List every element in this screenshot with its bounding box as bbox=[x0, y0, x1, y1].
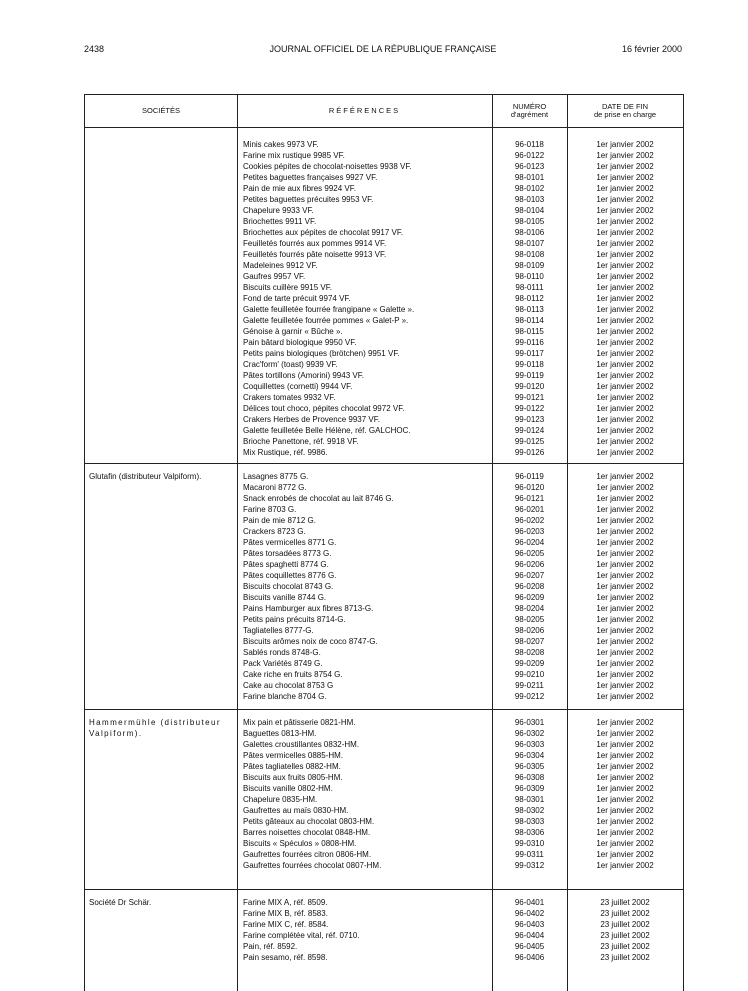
numero-cell: 99-0117 bbox=[515, 349, 544, 358]
numero-cell: 98-0112 bbox=[515, 294, 544, 303]
table-row bbox=[85, 669, 683, 680]
reference-cell: Pâtes spaghetti 8774 G. bbox=[243, 560, 329, 569]
table-row bbox=[85, 636, 683, 647]
date-fin-cell: 23 juillet 2002 bbox=[600, 931, 650, 940]
date-fin-cell: 1er janvier 2002 bbox=[596, 681, 654, 690]
table-row bbox=[85, 570, 683, 581]
date-fin-cell: 23 juillet 2002 bbox=[600, 942, 650, 951]
reference-cell: Chapelure 0835-HM. bbox=[243, 795, 318, 804]
date-fin-cell: 1er janvier 2002 bbox=[596, 140, 654, 149]
reference-cell: Farine mix rustique 9985 VF. bbox=[243, 151, 345, 160]
table-row bbox=[85, 750, 683, 761]
numero-cell: 98-0204 bbox=[514, 604, 545, 613]
reference-cell: Pain sesamo, réf. 8598. bbox=[243, 953, 328, 962]
table-row bbox=[85, 238, 683, 249]
numero-cell: 98-0303 bbox=[514, 817, 545, 826]
date-fin-cell: 1er janvier 2002 bbox=[596, 371, 654, 380]
reference-cell: Génoise à garnir « Bûche ». bbox=[243, 327, 343, 336]
table-row bbox=[85, 436, 683, 447]
date-fin-cell: 1er janvier 2002 bbox=[596, 305, 654, 314]
numero-cell: 98-0106 bbox=[514, 228, 545, 237]
company-name: Société Dr Schär. bbox=[89, 898, 152, 907]
reference-cell: Crac'form' (toast) 9939 VF. bbox=[243, 360, 338, 369]
numero-cell: 98-0205 bbox=[514, 615, 545, 624]
numero-cell: 98-0113 bbox=[515, 305, 544, 314]
numero-cell: 99-0119 bbox=[515, 371, 544, 380]
reference-cell: Pâtes torsadées 8773 G. bbox=[243, 549, 332, 558]
date-fin-cell: 1er janvier 2002 bbox=[596, 839, 654, 848]
reference-cell: Crakers Herbes de Provence 9937 VF. bbox=[243, 415, 380, 424]
reference-cell: Cake riche en fruits 8754 G. bbox=[243, 670, 343, 679]
numero-cell: 96-0406 bbox=[514, 953, 545, 962]
reference-cell: Petits gâteaux au chocolat 0803-HM. bbox=[243, 817, 375, 826]
table-row bbox=[85, 930, 683, 941]
date-fin-cell: 1er janvier 2002 bbox=[596, 751, 654, 760]
reference-cell: Fond de tarte précuit 9974 VF. bbox=[243, 294, 351, 303]
table-row bbox=[85, 216, 683, 227]
numero-cell: 98-0302 bbox=[514, 806, 545, 815]
numero-cell: 98-0101 bbox=[514, 173, 545, 182]
numero-cell: 98-0104 bbox=[514, 206, 545, 215]
reference-cell: Farine MIX A, réf. 8509. bbox=[243, 898, 328, 907]
numero-cell: 96-0201 bbox=[514, 505, 545, 514]
numero-cell: 96-0309 bbox=[514, 784, 545, 793]
date-fin-cell: 1er janvier 2002 bbox=[596, 393, 654, 402]
reference-cell: Pâtes vermicelles 8771 G. bbox=[243, 538, 337, 547]
reference-cell: Pains Hamburger aux fibres 8713-G. bbox=[243, 604, 374, 613]
date-fin-cell: 1er janvier 2002 bbox=[596, 505, 654, 514]
reference-cell: Farine MIX B, réf. 8583. bbox=[243, 909, 328, 918]
numero-cell: 99-0118 bbox=[515, 360, 544, 369]
table-row bbox=[85, 625, 683, 636]
reference-cell: Petites baguettes précuites 9953 VF. bbox=[243, 195, 374, 204]
numero-cell: 96-0123 bbox=[514, 162, 545, 171]
date-fin-cell: 1er janvier 2002 bbox=[596, 283, 654, 292]
reference-cell: Farine MIX C, réf. 8584. bbox=[243, 920, 329, 929]
date-fin-cell: 1er janvier 2002 bbox=[596, 195, 654, 204]
date-fin-cell: 1er janvier 2002 bbox=[596, 360, 654, 369]
table-row bbox=[85, 603, 683, 614]
date-fin-cell: 1er janvier 2002 bbox=[596, 217, 654, 226]
numero-cell: 99-0123 bbox=[514, 415, 545, 424]
table-row bbox=[85, 908, 683, 919]
date-fin-cell: 1er janvier 2002 bbox=[596, 426, 654, 435]
table-row bbox=[85, 897, 683, 908]
section-separator bbox=[85, 709, 683, 710]
date-fin-cell: 1er janvier 2002 bbox=[596, 817, 654, 826]
date-fin-cell: 1er janvier 2002 bbox=[596, 773, 654, 782]
journal-title: JOURNAL OFFICIEL DE LA RÉPUBLIQUE FRANÇAISE bbox=[269, 44, 497, 54]
reference-cell: Gaufrettes fourrées citron 0806-HM. bbox=[243, 850, 372, 859]
table-row bbox=[85, 425, 683, 436]
table-row bbox=[85, 359, 683, 370]
table-row bbox=[85, 548, 683, 559]
reference-cell: Mix Rustique, réf. 9986. bbox=[243, 448, 328, 457]
table-row bbox=[85, 271, 683, 282]
reference-cell: Biscuits chocolat 8743 G. bbox=[243, 582, 334, 591]
date-fin-cell: 1er janvier 2002 bbox=[596, 415, 654, 424]
numero-cell: 98-0206 bbox=[514, 626, 545, 635]
reference-cell: Petites baguettes françaises 9927 VF. bbox=[243, 173, 378, 182]
company-name: Hammermühle (distributeur Valpiform). bbox=[89, 718, 221, 738]
numero-cell: 98-0103 bbox=[514, 195, 545, 204]
numero-cell: 98-0207 bbox=[514, 637, 545, 646]
reference-cell: Pain bâtard biologique 9950 VF. bbox=[243, 338, 357, 347]
numero-cell: 96-0401 bbox=[514, 898, 545, 907]
numero-cell: 96-0208 bbox=[514, 582, 545, 591]
date-fin-cell: 1er janvier 2002 bbox=[596, 549, 654, 558]
date-fin-cell: 23 juillet 2002 bbox=[600, 920, 650, 929]
table-row bbox=[85, 471, 683, 482]
date-fin-cell: 1er janvier 2002 bbox=[596, 250, 654, 259]
date-fin-cell: 1er janvier 2002 bbox=[596, 527, 654, 536]
issue-date: 16 février 2000 bbox=[621, 44, 682, 54]
section-separator bbox=[85, 889, 683, 890]
date-fin-cell: 1er janvier 2002 bbox=[596, 404, 654, 413]
table-row bbox=[85, 827, 683, 838]
numero-cell: 98-0107 bbox=[514, 239, 545, 248]
table-row bbox=[85, 739, 683, 750]
date-fin-cell: 1er janvier 2002 bbox=[596, 637, 654, 646]
date-fin-cell: 1er janvier 2002 bbox=[596, 316, 654, 325]
reference-cell: Pain, réf. 8592. bbox=[243, 942, 298, 951]
reference-cell: Galettes croustillantes 0832-HM. bbox=[243, 740, 360, 749]
date-fin-cell: 1er janvier 2002 bbox=[596, 206, 654, 215]
numero-cell: 98-0306 bbox=[514, 828, 545, 837]
table-row bbox=[85, 526, 683, 537]
agrement-table bbox=[84, 94, 684, 991]
date-fin-cell: 1er janvier 2002 bbox=[596, 538, 654, 547]
column-header-numero: NUMÉRO d'agrément bbox=[510, 102, 549, 119]
date-fin-cell: 1er janvier 2002 bbox=[596, 272, 654, 281]
numero-cell: 99-0124 bbox=[514, 426, 545, 435]
reference-cell: Feuilletés fourrés pâte noisette 9913 VF. bbox=[243, 250, 387, 259]
numero-cell: 99-0122 bbox=[514, 404, 545, 413]
numero-cell: 96-0402 bbox=[514, 909, 545, 918]
table-row bbox=[85, 370, 683, 381]
table-row bbox=[85, 614, 683, 625]
section-separator bbox=[85, 463, 683, 464]
numero-cell: 96-0303 bbox=[514, 740, 545, 749]
table-row bbox=[85, 205, 683, 216]
numero-cell: 99-0212 bbox=[514, 692, 545, 701]
reference-cell: Cookies pépites de chocolat-noisettes 9938 VF. bbox=[243, 162, 412, 171]
reference-cell: Petits pains précuits 8714-G. bbox=[243, 615, 346, 624]
date-fin-cell: 1er janvier 2002 bbox=[596, 261, 654, 270]
date-fin-cell: 1er janvier 2002 bbox=[596, 582, 654, 591]
numero-cell: 98-0301 bbox=[514, 795, 545, 804]
reference-cell: Biscuits vanille 0802-HM. bbox=[243, 784, 333, 793]
table-row bbox=[85, 919, 683, 930]
reference-cell: Biscuits arômes noix de coco 8747-G. bbox=[243, 637, 378, 646]
reference-cell: Galette feuilletée Belle Hélène, réf. GALCHOC. bbox=[243, 426, 411, 435]
date-fin-cell: 1er janvier 2002 bbox=[596, 762, 654, 771]
reference-cell: Gaufrettes fourrées chocolat 0807-HM. bbox=[243, 861, 382, 870]
column-header-societes: SOCIÉTÉS bbox=[142, 106, 180, 115]
table-row bbox=[85, 783, 683, 794]
table-row bbox=[85, 482, 683, 493]
date-fin-cell: 1er janvier 2002 bbox=[596, 615, 654, 624]
numero-cell: 98-0208 bbox=[514, 648, 545, 657]
date-fin-cell: 1er janvier 2002 bbox=[596, 560, 654, 569]
table-row bbox=[85, 227, 683, 238]
numero-cell: 98-0109 bbox=[514, 261, 545, 270]
numero-cell: 96-0304 bbox=[514, 751, 545, 760]
date-fin-cell: 1er janvier 2002 bbox=[596, 648, 654, 657]
reference-cell: Baguettes 0813-HM. bbox=[243, 729, 317, 738]
table-row bbox=[85, 183, 683, 194]
numero-cell: 96-0121 bbox=[514, 494, 545, 503]
table-row bbox=[85, 941, 683, 952]
date-fin-cell: 23 juillet 2002 bbox=[600, 909, 650, 918]
table-row bbox=[85, 805, 683, 816]
numero-cell: 98-0114 bbox=[515, 316, 544, 325]
table-row bbox=[85, 717, 683, 728]
date-fin-cell: 1er janvier 2002 bbox=[596, 593, 654, 602]
reference-cell: Pain de mie 8712 G. bbox=[243, 516, 316, 525]
reference-cell: Gaufrettes au maïs 0830-HM. bbox=[243, 806, 349, 815]
date-fin-cell: 1er janvier 2002 bbox=[596, 162, 654, 171]
table-row bbox=[85, 581, 683, 592]
table-row bbox=[85, 249, 683, 260]
reference-cell: Briochettes 9911 VF. bbox=[243, 217, 317, 226]
numero-cell: 99-0116 bbox=[515, 338, 544, 347]
date-fin-cell: 1er janvier 2002 bbox=[596, 437, 654, 446]
reference-cell: Délices tout choco, pépites chocolat 9972 VF. bbox=[243, 404, 405, 413]
numero-cell: 99-0311 bbox=[515, 850, 544, 859]
reference-cell: Tagliatelles 8777-G. bbox=[243, 626, 314, 635]
reference-cell: Biscuits « Spéculos » 0808-HM. bbox=[243, 839, 357, 848]
date-fin-cell: 1er janvier 2002 bbox=[596, 806, 654, 815]
reference-cell: Crakers tomates 9932 VF. bbox=[243, 393, 336, 402]
reference-cell: Madeleines 9912 VF. bbox=[243, 261, 318, 270]
table-row bbox=[85, 658, 683, 669]
table-row bbox=[85, 559, 683, 570]
numero-cell: 96-0207 bbox=[514, 571, 545, 580]
column-header-date-fin: DATE DE FIN de prise en charge bbox=[593, 102, 657, 119]
numero-cell: 96-0204 bbox=[514, 538, 545, 547]
numero-cell: 98-0105 bbox=[514, 217, 545, 226]
numero-cell: 96-0202 bbox=[514, 516, 545, 525]
table-row bbox=[85, 537, 683, 548]
numero-cell: 96-0118 bbox=[515, 140, 544, 149]
reference-cell: Biscuits aux fruits 0805-HM. bbox=[243, 773, 343, 782]
page-number: 2438 bbox=[84, 44, 105, 54]
reference-cell: Pâtes coquillettes 8776 G. bbox=[243, 571, 337, 580]
date-fin-cell: 1er janvier 2002 bbox=[596, 861, 654, 870]
date-fin-cell: 1er janvier 2002 bbox=[596, 784, 654, 793]
reference-cell: Minis cakes 9973 VF. bbox=[243, 140, 319, 149]
table-row bbox=[85, 816, 683, 827]
numero-cell: 98-0108 bbox=[514, 250, 545, 259]
reference-cell: Feuilletés fourrés aux pommes 9914 VF. bbox=[243, 239, 387, 248]
numero-cell: 96-0122 bbox=[514, 151, 545, 160]
table-row bbox=[85, 794, 683, 805]
table-row bbox=[85, 348, 683, 359]
table-row bbox=[85, 150, 683, 161]
table-row bbox=[85, 260, 683, 271]
date-fin-cell: 1er janvier 2002 bbox=[596, 604, 654, 613]
date-fin-cell: 1er janvier 2002 bbox=[596, 571, 654, 580]
reference-cell: Brioche Panettone, réf. 9918 VF. bbox=[243, 437, 359, 446]
reference-cell: Galette feuilletée fourrée pommes « Galet-P ». bbox=[243, 316, 409, 325]
numero-cell: 98-0115 bbox=[515, 327, 544, 336]
reference-cell: Pack Variétés 8749 G. bbox=[243, 659, 323, 668]
date-fin-cell: 1er janvier 2002 bbox=[596, 494, 654, 503]
reference-cell: Pâtes tortillons (Amorini) 9943 VF. bbox=[243, 371, 364, 380]
date-fin-cell: 1er janvier 2002 bbox=[596, 795, 654, 804]
reference-cell: Biscuits vanille 8744 G. bbox=[243, 593, 327, 602]
table-row bbox=[85, 680, 683, 691]
numero-cell: 96-0119 bbox=[515, 472, 544, 481]
table-row bbox=[85, 849, 683, 860]
date-fin-cell: 1er janvier 2002 bbox=[596, 828, 654, 837]
numero-cell: 99-0211 bbox=[515, 681, 544, 690]
table-row bbox=[85, 838, 683, 849]
numero-cell: 96-0403 bbox=[514, 920, 545, 929]
numero-cell: 98-0110 bbox=[515, 272, 544, 281]
date-fin-cell: 1er janvier 2002 bbox=[596, 718, 654, 727]
reference-cell: Barres noisettes chocolat 0848-HM. bbox=[243, 828, 371, 837]
date-fin-cell: 1er janvier 2002 bbox=[596, 670, 654, 679]
date-fin-cell: 1er janvier 2002 bbox=[596, 239, 654, 248]
date-fin-cell: 23 juillet 2002 bbox=[600, 953, 650, 962]
date-fin-cell: 1er janvier 2002 bbox=[596, 151, 654, 160]
numero-cell: 96-0302 bbox=[514, 729, 545, 738]
date-fin-cell: 1er janvier 2002 bbox=[596, 294, 654, 303]
table-row bbox=[85, 282, 683, 293]
reference-cell: Lasagnes 8775 G. bbox=[243, 472, 309, 481]
numero-cell: 98-0102 bbox=[514, 184, 545, 193]
table-row bbox=[85, 326, 683, 337]
table-row bbox=[85, 691, 683, 702]
date-fin-cell: 1er janvier 2002 bbox=[596, 327, 654, 336]
table-row bbox=[85, 952, 683, 963]
reference-cell: Gaufres 9957 VF. bbox=[243, 272, 306, 281]
reference-cell: Cake au chocolat 8753 G bbox=[243, 681, 334, 690]
date-fin-cell: 1er janvier 2002 bbox=[596, 729, 654, 738]
reference-cell: Biscuits cuillère 9915 VF. bbox=[243, 283, 332, 292]
numero-cell: 99-0310 bbox=[514, 839, 545, 848]
table-row bbox=[85, 504, 683, 515]
table-row bbox=[85, 860, 683, 871]
table-row bbox=[85, 447, 683, 458]
numero-cell: 99-0120 bbox=[514, 382, 545, 391]
table-row bbox=[85, 761, 683, 772]
table-row bbox=[85, 381, 683, 392]
numero-cell: 96-0205 bbox=[514, 549, 545, 558]
reference-cell: Macaroni 8772 G. bbox=[243, 483, 307, 492]
table-row bbox=[85, 493, 683, 504]
table-row bbox=[85, 403, 683, 414]
date-fin-cell: 1er janvier 2002 bbox=[596, 472, 654, 481]
numero-cell: 96-0308 bbox=[514, 773, 545, 782]
reference-cell: Pain de mie aux fibres 9924 VF. bbox=[243, 184, 356, 193]
numero-cell: 96-0206 bbox=[514, 560, 545, 569]
table-row bbox=[85, 293, 683, 304]
numero-cell: 96-0404 bbox=[514, 931, 545, 940]
reference-cell: Snack enrobés de chocolat au lait 8746 G. bbox=[243, 494, 394, 503]
table-row bbox=[85, 139, 683, 150]
numero-cell: 99-0126 bbox=[514, 448, 545, 457]
date-fin-cell: 1er janvier 2002 bbox=[596, 692, 654, 701]
numero-cell: 99-0125 bbox=[514, 437, 545, 446]
date-fin-cell: 1er janvier 2002 bbox=[596, 184, 654, 193]
date-fin-cell: 1er janvier 2002 bbox=[596, 626, 654, 635]
table-row bbox=[85, 515, 683, 526]
reference-cell: Farine 8703 G. bbox=[243, 505, 297, 514]
date-fin-cell: 1er janvier 2002 bbox=[596, 516, 654, 525]
reference-cell: Mix pain et pâtisserie 0821-HM. bbox=[243, 718, 356, 727]
date-fin-cell: 1er janvier 2002 bbox=[596, 740, 654, 749]
table-row bbox=[85, 304, 683, 315]
reference-cell: Farine complétée vital, réf. 0710. bbox=[243, 931, 360, 940]
table-row bbox=[85, 414, 683, 425]
numero-cell: 98-0111 bbox=[515, 283, 544, 292]
numero-cell: 96-0209 bbox=[514, 593, 545, 602]
numero-cell: 99-0209 bbox=[514, 659, 545, 668]
numero-cell: 96-0405 bbox=[514, 942, 545, 951]
numero-cell: 96-0305 bbox=[514, 762, 545, 771]
table-row bbox=[85, 337, 683, 348]
table-row bbox=[85, 647, 683, 658]
reference-cell: Pâtes vermicelles 0885-HM. bbox=[243, 751, 344, 760]
reference-cell: Chapelure 9933 VF. bbox=[243, 206, 314, 215]
reference-cell: Pâtes tagliatelles 0882-HM. bbox=[243, 762, 341, 771]
reference-cell: Farine blanche 8704 G. bbox=[243, 692, 327, 701]
column-header-references: RÉFÉRENCES bbox=[328, 106, 401, 115]
date-fin-cell: 1er janvier 2002 bbox=[596, 173, 654, 182]
table-row bbox=[85, 194, 683, 205]
table-row bbox=[85, 315, 683, 326]
numero-cell: 99-0312 bbox=[514, 861, 545, 870]
reference-cell: Crackers 8723 G. bbox=[243, 527, 306, 536]
table-row bbox=[85, 592, 683, 603]
date-fin-cell: 23 juillet 2002 bbox=[600, 898, 650, 907]
table-row bbox=[85, 172, 683, 183]
company-name: Glutafin (distributeur Valpiform). bbox=[89, 472, 202, 481]
numero-cell: 99-0210 bbox=[514, 670, 545, 679]
reference-cell: Petits pains biologiques (brötchen) 9951 VF. bbox=[243, 349, 400, 358]
numero-cell: 96-0301 bbox=[514, 718, 545, 727]
date-fin-cell: 1er janvier 2002 bbox=[596, 448, 654, 457]
reference-cell: Sablés ronds 8748-G. bbox=[243, 648, 321, 657]
table-row bbox=[85, 772, 683, 783]
date-fin-cell: 1er janvier 2002 bbox=[596, 659, 654, 668]
page-header bbox=[84, 44, 682, 56]
reference-cell: Briochettes aux pépites de chocolat 9917 VF. bbox=[243, 228, 404, 237]
numero-cell: 99-0121 bbox=[514, 393, 545, 402]
numero-cell: 96-0203 bbox=[514, 527, 545, 536]
date-fin-cell: 1er janvier 2002 bbox=[596, 228, 654, 237]
table-header bbox=[85, 95, 683, 128]
date-fin-cell: 1er janvier 2002 bbox=[596, 382, 654, 391]
date-fin-cell: 1er janvier 2002 bbox=[596, 338, 654, 347]
date-fin-cell: 1er janvier 2002 bbox=[596, 349, 654, 358]
reference-cell: Coquillettes (cornetti) 9944 VF. bbox=[243, 382, 353, 391]
date-fin-cell: 1er janvier 2002 bbox=[596, 850, 654, 859]
reference-cell: Galette feuilletée fourrée frangipane « Galette ». bbox=[243, 305, 415, 314]
date-fin-cell: 1er janvier 2002 bbox=[596, 483, 654, 492]
table-row bbox=[85, 161, 683, 172]
numero-cell: 96-0120 bbox=[514, 483, 545, 492]
table-row bbox=[85, 728, 683, 739]
table-row bbox=[85, 392, 683, 403]
